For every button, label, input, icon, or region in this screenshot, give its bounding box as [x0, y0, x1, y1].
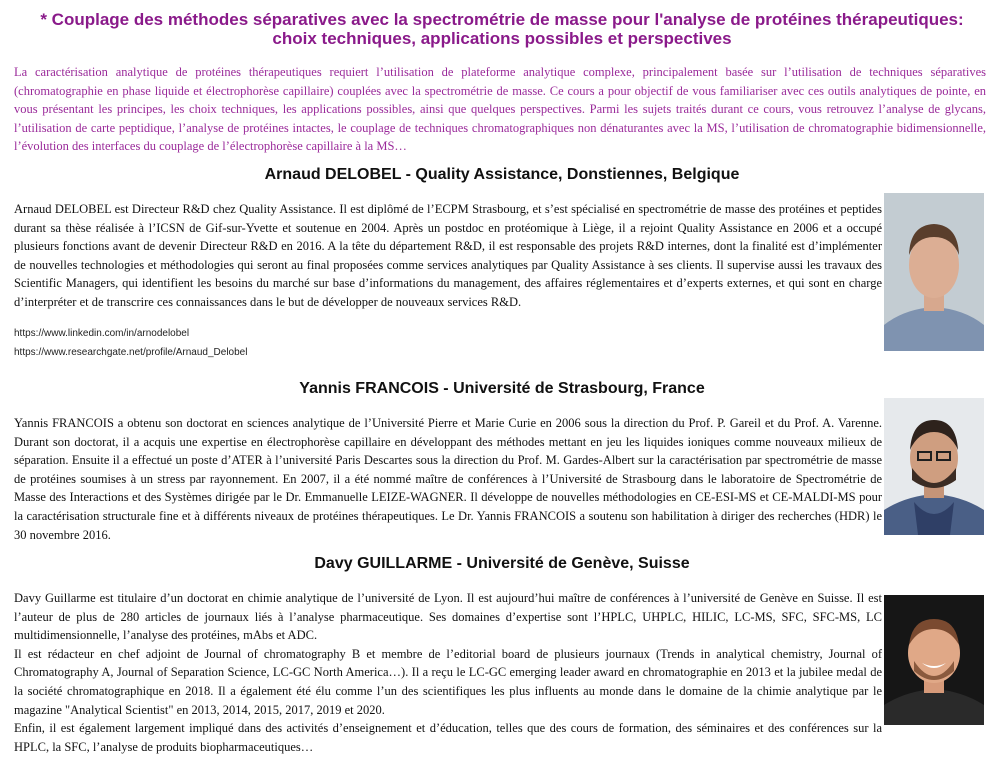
speaker-name: Yannis FRANCOIS -	[299, 380, 449, 397]
speaker-bio-francois: Yannis FRANCOIS a obtenu son doctorat en sciences analytique de l’Université Pierre et Marie Curie en 2006 sous la direction du Prof. P. Gareil et du Prof. A. Varenne. Durant son doctorat, il a acquis une expertise en électrophorèse capillaire en développant des méthodes mettant en jeu les liquides ioniques comme nouveaux milieux de séparation. Ensuite il a effectué un poste d’ATER à l’université Paris Descartes sous la direction du Prof. M. Gardes-Albert sur la caractérisation par spectrométrie de masse de protéines soumises à un stress par rayonnement. En 2007, il a été nommé maître de conférences à l’Université de Strasbourg dans le laboratoire de Spectrométrie de Masse des Interactions et des Systèmes dirigée par le Dr. Emmanuelle LEIZE-WAGNER. Il développe de nouvelles méthodologies en CE-ESI-MS et CE-MALDI-MS pour la caractérisation structurale fine et à différents niveaux de protéines thérapeutiques. Le Dr. Yannis FRANCOIS a soutenu son habilitation à diriger des recherches (HDR) le 30 novembre 2016.	[14, 416, 882, 542]
speaker-name: Arnaud DELOBEL -	[264, 166, 411, 183]
speaker-bio-delobel: Arnaud DELOBEL est Directeur R&D chez Quality Assistance. Il est diplômé de l’ECPM Strasbourg, et s’est spécialisé en spectrométrie de masse des protéines et peptides durant sa thèse réalisée à l’ICSN de Gif-sur-Yvette et soutenue en 2004. Après un postdoc en protéomique à Liège, il a rejoint Quality Assistance en 2006 et a occupé plusieurs fonctions avant de devenir Directeur R&D en 2016. A la tête du département R&D, il est responsable des projets R&D internes, dont la finalité est d’implémenter de nouvelles technologies et méthodologies qui seront au final proposées comme services analytiques par Quality Assistance à ses clients. Il supervise aussi les travaux des Scientific Managers, qui identifient les besoins du marché sur base d’informations du management, des affaires réglementaires et d’experts externes, et qui sont en charge d’interpréter et de transcrire ces connaissances dans le but de développer de nouveaux services R&D.	[14, 202, 882, 309]
page-title: * Couplage des méthodes séparatives avec la spectrométrie de masse pour l'analyse de protéines thérapeutiques: choix techniques, applications possibles et perspectives	[40, 10, 964, 48]
speaker-affiliation: Université de Genève, Suisse	[461, 555, 690, 572]
researchgate-link[interactable]: https://www.researchgate.net/profile/Arnaud_Delobel	[14, 347, 248, 358]
portrait-photo	[884, 398, 984, 535]
portrait-photo	[884, 193, 984, 351]
speaker-name: Davy GUILLARME -	[314, 555, 462, 572]
bio-paragraph: Davy Guillarme est titulaire d’un doctorat en chimie analytique de l’université de Lyon. Il est aujourd’hui maître de conférences à l’université de Genève en Suisse. Il est l’auteur de plus de 280 articles de journaux liés à l’analyse pharmaceutique. Ses domaines d’expertise sont l’HPLC, UHPLC, HILIC, LC-MS, SFC, SFC-MS, LC multidimensionnelle, l’analyse des protéines, mAbs et ADC.	[14, 591, 882, 643]
bio-paragraph: Enfin, il est également largement impliqué dans des activités d’enseignement et d’éducation, telles que des cours de formation, des séminaires et des conférences sur la HPLC, la SFC, l’analyse de produits biopharmaceutiques…	[14, 721, 882, 754]
speaker-bio-guillarme	[14, 589, 882, 756]
speaker-affiliation: Quality Assistance, Donstiennes, Belgique	[410, 166, 740, 183]
speaker-photo-delobel	[884, 193, 984, 351]
speaker-photo-guillarme	[884, 595, 984, 725]
speaker-photo-francois	[884, 398, 984, 535]
bio-paragraph: Il est rédacteur en chef adjoint de Journal of chromatography B et membre de l’editorial board de plusieurs journaux (Trends in analytical chemistry, Journal of Chromatography A, Journal of Separation Science, LC-GC North America…). Il a reçu le LC-GC emerging leader award en chromatographie en 2013 et la jubilee medal de la société chromatographique en 2018. Il a également été élu comme l’un des scientifiques les plus influents au monde dans le domaine de la chimie analytique par le magazine "Analytical Scientist" en 2013, 2014, 2015, 2017, 2019 et 2020.	[14, 646, 882, 717]
speaker-heading-guillarme	[0, 555, 1004, 573]
speaker-affiliation: Université de Strasbourg, France	[448, 380, 705, 397]
speaker-heading-delobel	[0, 166, 1004, 184]
portrait-photo	[884, 595, 984, 725]
linkedin-link[interactable]: https://www.linkedin.com/in/arnodelobel	[14, 328, 190, 339]
course-intro: La caractérisation analytique de protéines thérapeutiques requiert l’utilisation de plateforme analytique complexe, principalement basée sur l’utilisation de techniques séparatives (chromatographie en phase liquide et électrophorèse capillaire) couplées avec la spectrométrie de masse. Ce cours a pour objectif de vous familiariser avec ces outils analytiques de pointe, en vous présentant les principes, les choix techniques, les applications possibles, ainsi que quelques perspectives. Parmi les sujets traités durant ce cours, vous retrouvez l’analyse de glycans, l’utilisation de carte peptidique, l’analyse de protéines intactes, le couplage de techniques chromatographiques non dénaturantes avec la MS, l’utilisation de chromatographie bidimensionnelle, l’évolution des interfaces du couplage de l’électrophorèse capillaire à la MS…	[14, 65, 986, 154]
speaker-heading-francois	[0, 380, 1004, 398]
